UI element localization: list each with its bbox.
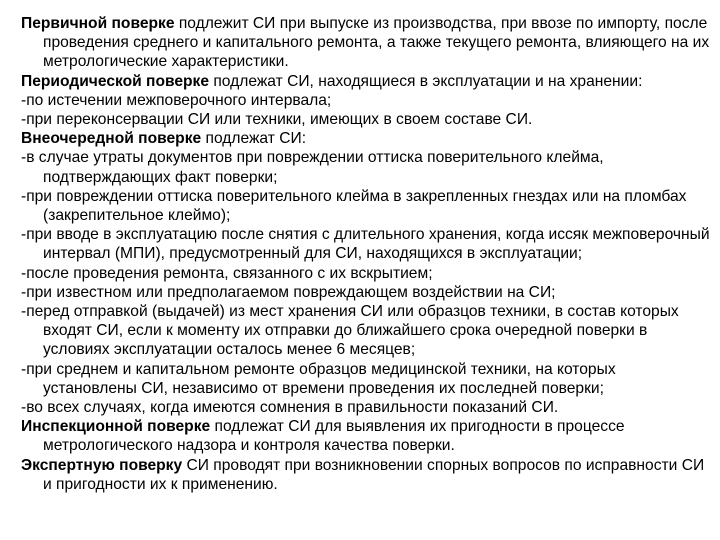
list-item [21,91,711,110]
paragraph-text: подлежит СИ при выпуске из производства, при ввозе по импорту, после проведения среднего и капитального ремонта, а также текущего ремонта, влияющего на их метрологические характеристики. [43,15,710,71]
paragraph-expert-verification [21,456,711,494]
paragraph-text: подлежат СИ, находящиеся в эксплуатации и на хранении: [209,72,643,90]
paragraph-primary-verification [21,14,711,72]
paragraph-text: СИ проводят при возникновении спорных вопросов по исправности СИ и пригодности их к применению. [43,456,705,493]
term-periodic-verification: Периодической поверке [21,72,210,90]
paragraph-extraordinary-verification [21,129,711,148]
list-item [21,302,711,360]
list-item-text: -перед отправкой (выдачей) из мест хранения СИ или образцов техники, в состав которых входят СИ, если к моменту их отправки до ближайшего срока очередной поверки в условиях эксплуатации осталось менее 6 месяцев; [21,303,679,359]
document-body [21,14,711,494]
list-item-text: -при среднем и капитальном ремонте образцов медицинской техники, на которых установлены СИ, независимо от времени проведения их последней поверки; [21,360,616,397]
list-item-text: -при переконсервации СИ или техники, имеющих в своем составе СИ. [21,111,533,129]
term-extraordinary-verification: Внеочередной поверке [21,130,202,148]
list-item [21,187,711,225]
list-item [21,264,711,283]
list-item [21,360,711,398]
list-item [21,110,711,129]
list-item-text: -при повреждении оттиска поверительного клейма в закрепленных гнездах или на пломбах (закрепительное клеймо); [21,187,687,225]
list-item [21,398,711,417]
list-item [21,283,711,302]
list-item [21,148,711,186]
list-item-text: -при вводе в эксплуатацию после снятия с длительного хранения, когда иссяк межповерочный интервал (МПИ), предусмотренный для СИ, находящихся в эксплуатации; [21,226,710,263]
list-item [21,225,711,263]
paragraph-periodic-verification [21,72,711,91]
term-expert-verification: Экспертную поверку [21,456,183,474]
list-item-text: -во всех случаях, когда имеются сомнения в правильности показаний СИ. [21,399,559,417]
term-primary-verification: Первичной поверке [21,15,175,32]
paragraph-text: подлежат СИ: [201,130,307,148]
paragraph-inspection-verification [21,417,711,455]
list-item-text: -в случае утраты документов при повреждении оттиска поверительного клейма, подтверждающих факт поверки; [21,149,604,186]
list-item-text: -после проведения ремонта, связанного с их вскрытием; [21,264,433,282]
list-item-text: -по истечении межповерочного интервала; [21,91,332,109]
term-inspection-verification: Инспекционной поверке [21,418,211,436]
paragraph-text: подлежат СИ для выявления их пригодности в процессе метрологического надзора и контроля качества поверки. [43,418,625,455]
list-item-text: -при известном или предполагаемом повреждающем воздействии на СИ; [21,283,556,301]
